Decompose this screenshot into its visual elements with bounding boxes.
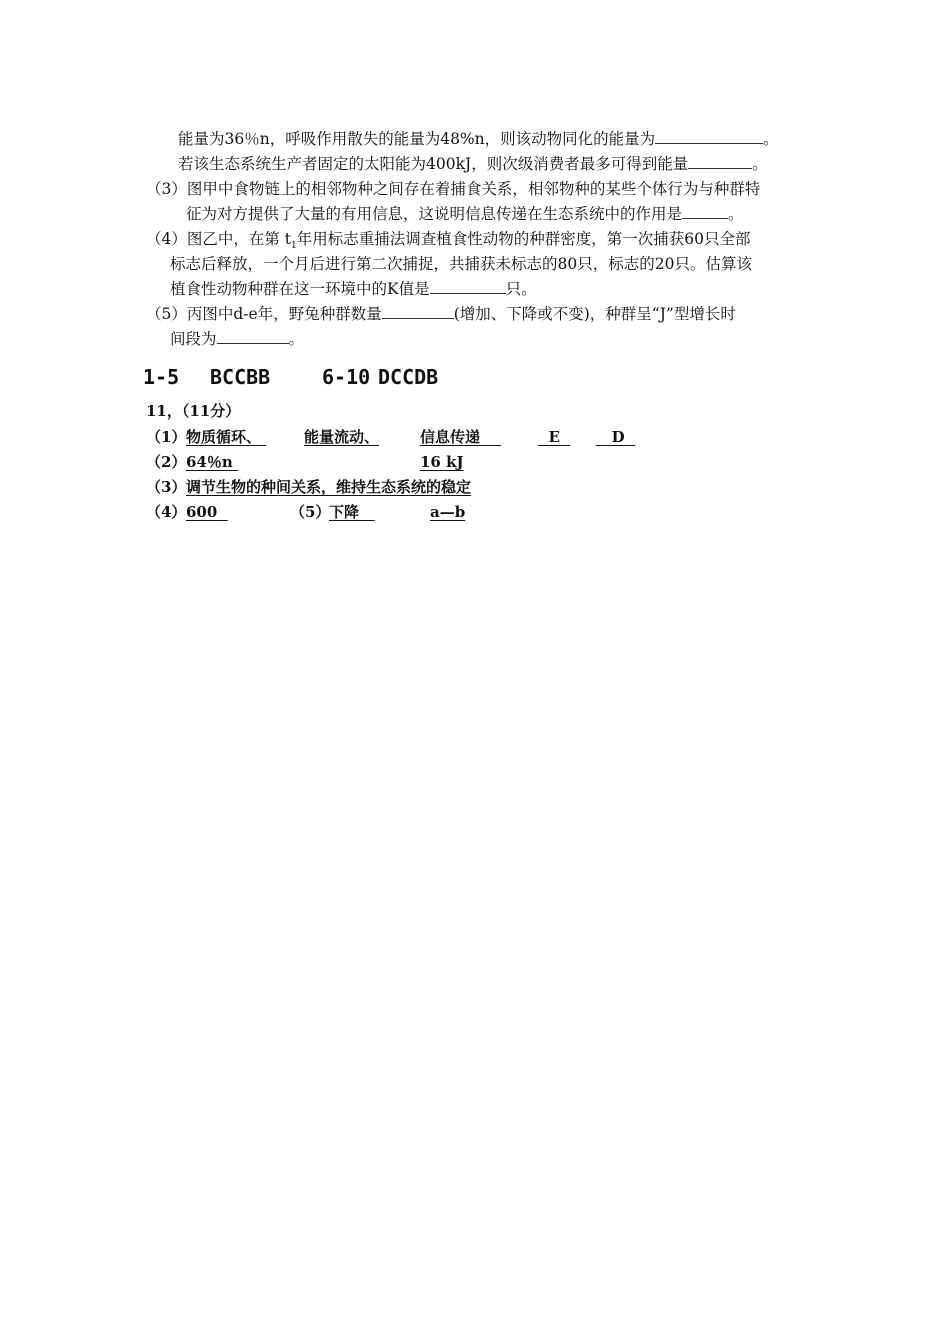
- q4-line-2: 标志后释放，一个月后进行第二次捕捉，共捕获未标志的80只，标志的20只。估算该: [170, 255, 752, 273]
- q2-line-2: 若该生态系统生产者固定的太阳能为400kJ，则次级消费者最多可得到能量 。: [178, 155, 768, 173]
- answer-1-item: 信息传递: [420, 428, 481, 446]
- answer-2-prefix: （2）: [146, 453, 187, 471]
- answer-2-item: 64％n: [186, 453, 233, 471]
- q2-line-1: 能量为36％n，呼吸作用散失的能量为48%n，则该动物同化的能量为 。: [178, 130, 779, 148]
- answer-3-prefix: （3）: [146, 478, 187, 496]
- answer-2-item: 16 kJ: [420, 453, 464, 471]
- answer-1-item: D: [611, 428, 625, 446]
- q4-line-3: 植食性动物种群在这一环境中的K值是 只。: [170, 280, 537, 298]
- mc-answers-1-5-value: BCCBB: [210, 365, 271, 389]
- answer-5-prefix: （5）: [290, 503, 331, 521]
- answer-5-item: 下降: [329, 503, 360, 521]
- answer-blank: [682, 204, 728, 219]
- answer-4-prefix: （4）: [146, 503, 187, 521]
- q3-line-1: （3）图甲中食物链上的相邻物种之间存在着捕食关系，相邻物种的某些个体行为与种群特: [146, 180, 761, 198]
- answer-4-value: 600: [186, 503, 218, 521]
- answer-blank: [430, 279, 506, 294]
- mc-answers-6-10: 6-10: [322, 365, 371, 389]
- mc-answers-6-10-value: DCCDB: [378, 365, 439, 389]
- q11-header: 11，（11分）: [146, 402, 241, 420]
- answer-1-item: E: [548, 428, 560, 446]
- mc-answers-1-5: 1-5: [143, 365, 180, 389]
- answer-blank: [382, 304, 454, 319]
- answer-1-item: 能量流动、: [304, 428, 380, 446]
- q3-line-2: 征为对方提供了大量的有用信息，这说明信息传递在生态系统中的作用是 。: [186, 205, 744, 223]
- answer-5-item: a—b: [430, 503, 466, 521]
- answer-blank: [688, 154, 752, 169]
- answer-blank: [655, 129, 763, 144]
- q5-line-2: 间段为 。: [170, 330, 305, 348]
- answer-1-prefix: （1）: [146, 428, 187, 446]
- answer-3-text: 调节生物的种间关系，维持生态系统的稳定: [186, 478, 472, 496]
- q5-line-1: （5）丙图中d-e年，野兔种群数量 (增加、下降或不变)，种群呈“J”型增长时: [146, 305, 736, 323]
- q4-line-1: （4）图乙中，在第 $t_1$年用标志重捕法调查植食性动物的种群密度，第一次捕获60只全部: [146, 230, 751, 252]
- answer-blank: [217, 329, 289, 344]
- answer-1-item: 物质循环、: [186, 428, 262, 446]
